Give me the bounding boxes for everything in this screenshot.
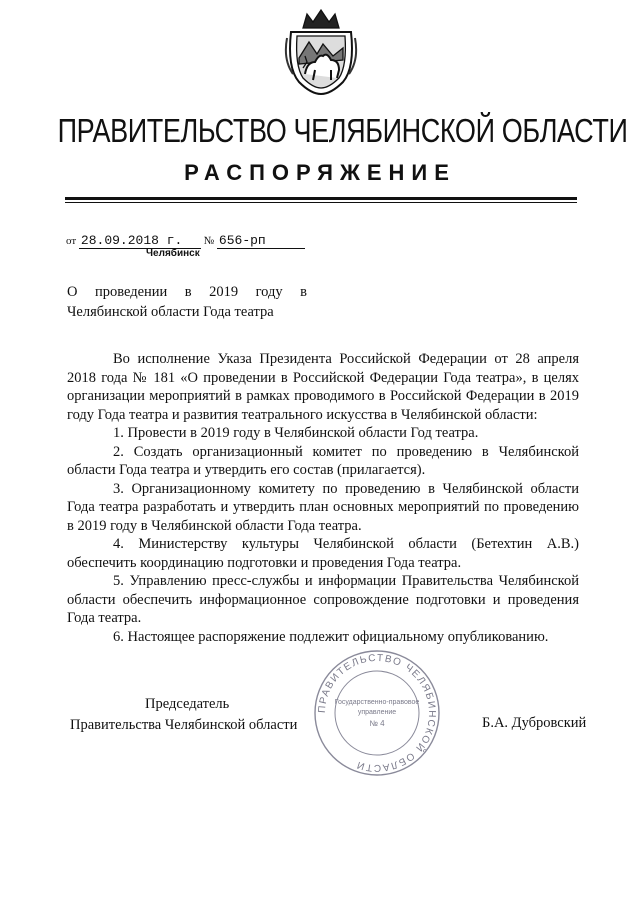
signatory-position: [70, 694, 297, 736]
official-seal: [312, 648, 442, 778]
clause-paragraph: 5. Управлению пресс-службы и информации Правительства Челябинской области обеспечить информационное сопровождение подготовки и проведения Года театра.: [67, 573, 579, 626]
signatory-position-line-1: Председатель: [145, 696, 230, 712]
header-divider-thick: [65, 197, 577, 200]
document-number: 656-рп: [217, 233, 305, 249]
document-date: 28.09.2018 г.: [79, 233, 201, 249]
signatory-position-line-2: Правительства Челябинской области: [70, 717, 298, 733]
header-divider-thin: [65, 202, 577, 203]
subject-word: в: [300, 284, 307, 300]
clause-paragraph: 6. Настоящее распоряжение подлежит официальному опубликованию.: [113, 628, 549, 645]
coat-of-arms-icon: [283, 8, 359, 96]
preamble-paragraph: Во исполнение Указа Президента Российской Федерации от 28 апреля 2018 года № 181 «О проведении в Российской Федерации Года театра», в целях организации мероприятий в рамках проводимого в Российской Федерации в 2019 году Года театра и развития театрального искусства в Челябинской области:: [67, 351, 579, 423]
seal-inner-line-3: № 4: [369, 719, 385, 728]
seal-inner-line-1: Государственно-правовое: [334, 699, 420, 706]
seal-inner-line-2: управление: [357, 709, 397, 716]
clause-paragraph: 3. Организационному комитету по проведению в Челябинской области Года театра разработать и утвердить план основных мероприятий по проведению в 2019 году в Челябинской области Года театра.: [67, 480, 579, 534]
document-body: [67, 350, 579, 646]
subject-line-1: [67, 282, 307, 302]
subject-word: 2019: [209, 284, 239, 300]
subject-line-2: Челябинской области Года театра: [67, 304, 274, 320]
document-type: РАСПОРЯЖЕНИЕ: [184, 160, 456, 185]
subject-word: О: [67, 284, 78, 300]
seal-ring-text: ПРАВИТЕЛЬСТВО ЧЕЛЯБИНСКОЙ ОБЛАСТИ: [316, 652, 438, 774]
date-prefix: от: [66, 235, 77, 247]
date-number-line: [66, 233, 305, 249]
subject-word: году: [255, 284, 283, 300]
subject-word: в: [184, 284, 192, 300]
document-subject: [67, 282, 307, 322]
signatory-name: Б.А. Дубровский: [482, 715, 587, 731]
subject-word: проведении: [94, 284, 168, 300]
clause-paragraph: 1. Провести в 2019 году в Челябинской области Год театра.: [113, 425, 479, 441]
government-title: ПРАВИТЕЛЬСТВО ЧЕЛЯБИНСКОЙ ОБЛАСТИ: [57, 112, 628, 149]
clause-paragraph: 4. Министерству культуры Челябинской области (Бетехтин А.В.) обеспечить координацию подготовки и проведения Года театра.: [67, 536, 579, 571]
number-prefix: №: [203, 235, 215, 247]
clause-paragraph: 2. Создать организационный комитет по проведению в Челябинской области Года театра и утвердить его состав (прилагается).: [67, 443, 579, 478]
document-city: Челябинск: [146, 248, 200, 259]
